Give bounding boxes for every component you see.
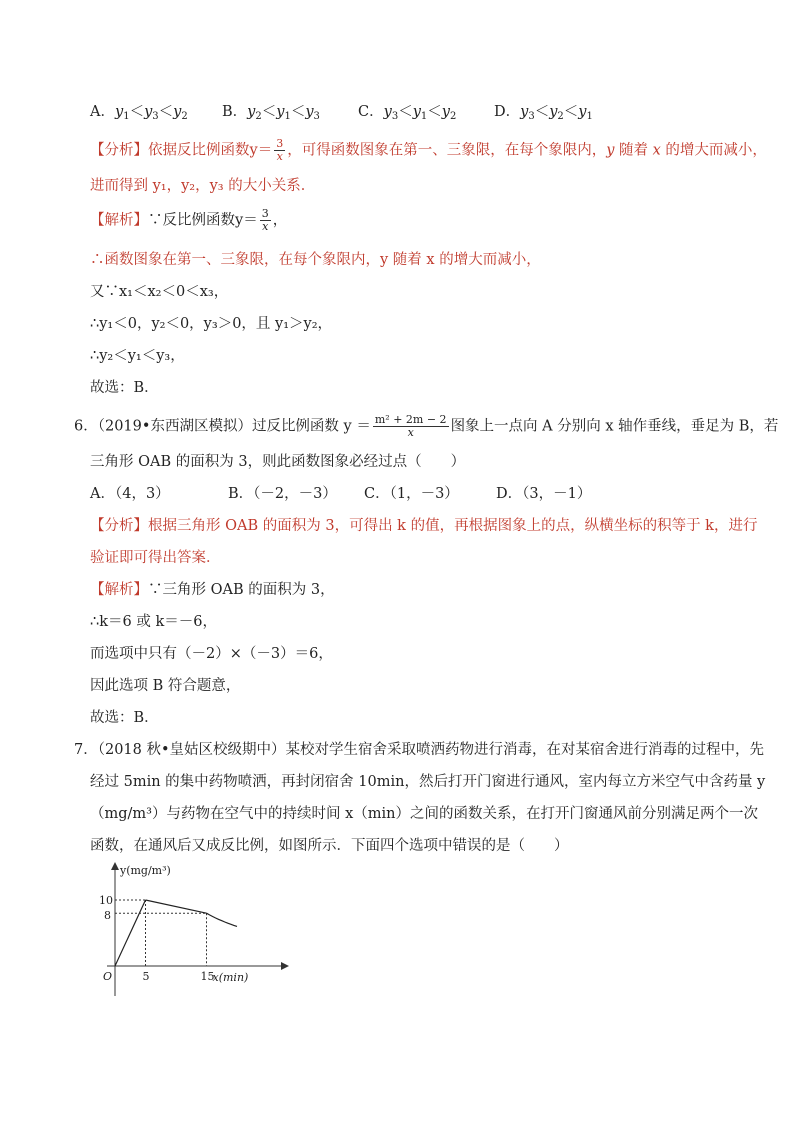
question-number: 6． <box>74 418 98 435</box>
q7-stem-line-1: 7．（2018 秋•皇姑区校级期中）某校对学生宿舍采取喷洒药物进行消毒，在对某宿舍进行消毒的过程中，先 <box>74 742 765 758</box>
q6-solution-line-1: 【解析】∵三角形 OAB 的面积为 3， <box>90 582 335 598</box>
q6-stem-line-1: 6．（2019•东西湖区模拟）过反比例函数 y ＝ $\frac{\text{m² + 2m − 2}}{x}$ 图象上一点向 A 分别向 x 轴作垂线，垂足为 B，若 <box>74 413 779 439</box>
q5-analysis-line-1: 【分析】依据反比例函数y＝ $\frac{3}{x}$ ，可得函数图象在第一、三象限，在每个象限内，y 随着 x 的增大而减小， <box>90 137 767 163</box>
y-tick-10: 10 <box>99 894 113 907</box>
drug-concentration-chart <box>90 858 290 1002</box>
q7-stem-line-2: 经过 5min 的集中药物喷洒，再封闭宿舍 10min，然后打开门窗进行通风，室内每立方米空气中含药量 y <box>90 774 766 790</box>
series-ventilation-curve <box>207 913 238 926</box>
q6-option-a[interactable]: A．（4，3） <box>90 486 170 502</box>
question-number: 7． <box>74 742 98 758</box>
y-axis-label: y(mg/m³) <box>120 864 171 877</box>
q5-answer: 故选：B． <box>90 380 159 396</box>
q5-step-3: ∴y₁＜0，y₂＜0，y₃＞0，且 y₁＞y₂， <box>90 316 333 332</box>
q6-analysis-line-1: 【分析】根据三角形 OAB 的面积为 3，可得出 k 的值，再根据图象上的点，纵横坐标的积等于 k，进行 <box>90 518 758 534</box>
fraction-m-expression-over-x: $\frac{\text{m² + 2m − 2}}{x}$ <box>374 413 447 439</box>
q6-option-c[interactable]: C．（1，－3） <box>364 486 459 502</box>
solution-tag: 【解析】 <box>90 212 148 229</box>
q5-option-d[interactable]: D．$y_3<y_2<y_1$ <box>494 104 593 122</box>
analysis-tag: 【分析】 <box>90 518 148 534</box>
q6-step-2: 而选项中只有（－2）×（－3）＝6， <box>90 646 333 662</box>
q6-option-b[interactable]: B．（－2，－3） <box>228 486 337 502</box>
q5-analysis-line-2: 进而得到 y₁，y₂，y₃ 的大小关系． <box>90 178 316 194</box>
q5-step-1: ∴函数图象在第一、三象限，在每个象限内，y 随着 x 的增大而减小， <box>90 252 541 268</box>
x-axis-label: x(min) <box>212 971 249 984</box>
q5-step-2: 又∵x₁＜x₂＜0＜x₃， <box>90 284 229 300</box>
q5-options <box>90 102 626 127</box>
q6-step-1: ∴k＝6 或 k＝－6， <box>90 614 217 630</box>
q6-step-3: 因此选项 B 符合题意， <box>90 678 241 694</box>
q6-options <box>90 484 628 504</box>
q6-answer: 故选：B． <box>90 710 159 726</box>
q6-option-d[interactable]: D．（3，－1） <box>496 486 592 502</box>
fraction-3-over-x: $\frac{3}{x}$ <box>261 207 269 233</box>
q6-analysis-line-2: 验证即可得出答案． <box>90 550 221 566</box>
x-tick-5: 5 <box>142 970 150 983</box>
analysis-tag: 【分析】 <box>90 142 148 159</box>
series-sealed-line <box>146 900 207 913</box>
q5-option-b[interactable]: B．$y_2<y_1<y_3$ <box>222 104 320 122</box>
q6-stem-line-2: 三角形 OAB 的面积为 3，则此函数图象必经过点（ ） <box>90 454 466 470</box>
q5-option-a[interactable]: A．$y_1<y_3<y_2$ <box>90 104 188 122</box>
y-tick-8: 8 <box>104 909 111 923</box>
origin-label: O <box>103 970 113 983</box>
q7-stem-line-3: （mg/m³）与药物在空气中的持续时间 x（min）之间的函数关系，在打开门窗通风前分别满足两个一次 <box>90 806 758 822</box>
series-spray-line <box>115 900 146 966</box>
q7-stem-line-4: 函数，在通风后又成反比例，如图所示．下面四个选项中错误的是（ ） <box>90 838 569 854</box>
x-tick-15: 15 <box>200 970 215 983</box>
q5-step-4: ∴y₂＜y₁＜y₃， <box>90 348 185 364</box>
q5-option-c[interactable]: C．$y_3<y_1<y_2$ <box>358 104 457 122</box>
q5-solution-line-1: 【解析】∵反比例函数y＝ $\frac{3}{x}$ ， <box>90 207 288 233</box>
solution-tag: 【解析】 <box>90 582 148 598</box>
fraction-3-over-x: $\frac{3}{x}$ <box>276 137 284 163</box>
